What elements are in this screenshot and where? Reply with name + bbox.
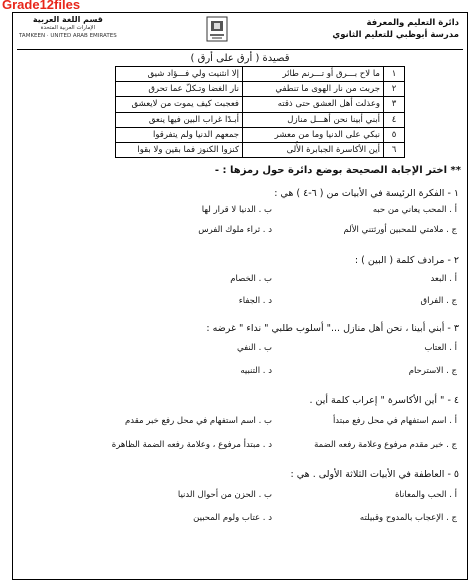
q5-option-b[interactable]: ب . الحزن من أحوال الدنيا xyxy=(177,490,272,500)
first-hemistich: نبكي على الدنيا وما من معشر xyxy=(243,127,384,142)
second-hemistich: إلا انثنيت ولي فـــؤاد شيق xyxy=(116,67,243,82)
poem-row xyxy=(116,142,405,157)
poem-row xyxy=(116,82,405,97)
verse-number: ٥ xyxy=(384,127,405,142)
q3-option-a[interactable]: أ . العتاب xyxy=(424,343,457,353)
poem-table xyxy=(115,66,405,158)
verse-number: ١ xyxy=(384,67,405,82)
uae-logo-text-en: TAMKEEN · UNITED ARAB EMIRATES xyxy=(19,33,117,39)
poem-row xyxy=(116,97,405,112)
question-5: ٥ - العاطفة في الأبيات الثلاثة الأولى . هي : xyxy=(290,469,459,480)
question-2: ٢ - مرادف كلمة ( البين ) : xyxy=(354,255,459,266)
verse-number: ٤ xyxy=(384,112,405,127)
uae-logo-text: الإمارات العربية المتحدة xyxy=(40,25,96,31)
instructions: ** اختر الإجابة الصحيحة بوضع دائرة حول رمزها : - xyxy=(214,165,461,176)
q5-option-a[interactable]: أ . الحب والمعاناة xyxy=(394,490,457,500)
arabic-department-title: قسم اللغة العربية xyxy=(32,15,103,24)
q5-option-c[interactable]: ج . الإعجاب بالمدوح وقبيلته xyxy=(359,513,457,523)
department-badge xyxy=(19,16,117,40)
q2-option-d[interactable]: د . الجفاء xyxy=(238,296,272,306)
q3-option-b[interactable]: ب . النفي xyxy=(236,343,272,353)
department-name: دائرة التعليم والمعرفة xyxy=(366,18,459,28)
header-divider xyxy=(17,49,463,50)
poem-row xyxy=(116,112,405,127)
first-hemistich: أين الأكاسرة الجبابرة الأُلى xyxy=(243,142,384,157)
first-hemistich: ما لاح بـــرق أو تـــرنم طائر xyxy=(243,67,384,82)
emblem-icon xyxy=(206,16,228,42)
q2-option-a[interactable]: أ . البعد xyxy=(430,274,457,284)
page-header xyxy=(13,13,467,51)
q4-option-a[interactable]: أ . اسم استفهام في محل رفع مبتدأ xyxy=(332,416,457,426)
q4-option-b[interactable]: ب . اسم استفهام في محل رفع خبر مقدم xyxy=(125,416,272,426)
second-hemistich: جمعهم الدنيا ولم يتفرقوا xyxy=(116,127,243,142)
q3-option-c[interactable]: ج . الاسترحام xyxy=(408,366,457,376)
second-hemistich: فعجبت كيف يموت من لايعشق xyxy=(116,97,243,112)
q1-option-a[interactable]: أ . المحب يعاني من حبه xyxy=(372,205,457,215)
verse-number: ٦ xyxy=(384,142,405,157)
q1-option-d[interactable]: د . ثراء ملوك الفرس xyxy=(198,225,272,235)
q2-option-c[interactable]: ج . الفراق xyxy=(420,296,457,306)
first-hemistich: أبني أبينا نحن أهـــل منازل xyxy=(243,112,384,127)
second-hemistich: أبـدًا غراب البين فيها ينعق xyxy=(116,112,243,127)
document-page xyxy=(12,12,468,580)
poem-row xyxy=(116,67,405,82)
q3-option-d[interactable]: د . التنبيه xyxy=(240,366,272,376)
question-1: ١ - الفكرة الرئيسة في الأبيات من ( ٦-٤ ) هي : xyxy=(274,188,459,199)
q2-option-b[interactable]: ب . الخصام xyxy=(230,274,272,284)
q1-option-b[interactable]: ب . الدنيا لا قرار لها xyxy=(201,205,272,215)
q5-option-d[interactable]: د . عتاب ولوم المحبين xyxy=(193,513,272,523)
poem-row xyxy=(116,127,405,142)
verse-number: ٣ xyxy=(384,97,405,112)
q4-option-c[interactable]: ج . خبر مقدم مرفوع وعلامة رفعه الضمة xyxy=(314,440,457,450)
verse-number: ٢ xyxy=(384,82,405,97)
poem-title: قصيدة ( أرق على أرق ) xyxy=(190,53,290,64)
q1-option-c[interactable]: ج . ملامتي للمحبين أورثتني الألم xyxy=(343,225,457,235)
question-3: ٣ - أبني أبينا ، نحن أهل منازل ..." أسلوب طلبي " نداء " غرضه : xyxy=(206,323,459,334)
second-hemistich: نار الغضا وتـكلّ عما تحرق xyxy=(116,82,243,97)
school-name: مدرسة أبوظبي للتعليم الثانوي xyxy=(332,30,459,40)
second-hemistich: كنزوا الكنوز فما بقين ولا بقوا xyxy=(116,142,243,157)
first-hemistich: وعذلت أهل العشق حتى ذقته xyxy=(243,97,384,112)
watermark: Grade12files xyxy=(2,0,81,12)
question-4: ٤ - " أين الأكاسرة " إعراب كلمة أين . xyxy=(309,395,459,406)
first-hemistich: جربت من نار الهوى ما تنطفي xyxy=(243,82,384,97)
q4-option-d[interactable]: د . مبتدأ مرفوع ، وعلامة رفعه الضمة الظاهرة xyxy=(111,440,272,450)
school-info xyxy=(332,17,459,41)
